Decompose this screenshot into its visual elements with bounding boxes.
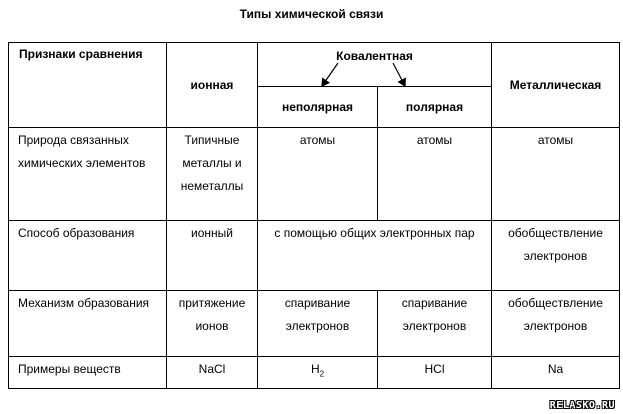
cell-polar: спаривание электронов: [378, 291, 492, 357]
table-row: [9, 291, 620, 357]
header-ionic: ионная: [167, 43, 258, 128]
formula-subscript: 2: [319, 369, 325, 379]
cell-metallic: обобществление электронов: [492, 291, 620, 357]
bond-types-table: [8, 42, 620, 389]
cell-polar: HCl: [378, 357, 492, 389]
header-polar: полярная: [378, 87, 492, 128]
row-label: Природа связанных химических элементов: [9, 128, 167, 221]
header-nonpolar: неполярная: [258, 87, 378, 128]
row-label: Примеры веществ: [9, 357, 167, 389]
cell-ionic: ионный: [167, 221, 258, 291]
cell-metallic: Na: [492, 357, 620, 389]
formula-h: H: [310, 362, 320, 376]
cell-ionic: NaCl: [167, 357, 258, 389]
cell-nonpolar: спаривание электронов: [258, 291, 378, 357]
cell-nonpolar: [258, 357, 378, 389]
cell-ionic: Типичные металлы и неметаллы: [167, 128, 258, 221]
cell-metallic: обобществление электронов: [492, 221, 620, 291]
cell-polar: атомы: [378, 128, 492, 221]
header-criteria: Признаки сравнения: [9, 43, 167, 128]
table-row: [9, 221, 620, 291]
page-title: Типы химической связи: [239, 7, 384, 21]
cell-metallic: атомы: [492, 128, 620, 221]
header-covalent: Ковалентная: [258, 43, 492, 87]
cell-covalent-merged: с помощью общих электронных пар: [258, 221, 492, 291]
row-label: Способ образования: [9, 221, 167, 291]
table-row: [9, 128, 620, 221]
row-label: Механизм образования: [9, 291, 167, 357]
table-row: [9, 357, 620, 389]
table-header-row-1: [9, 43, 620, 87]
cell-ionic: притяжение ионов: [167, 291, 258, 357]
header-metallic: Металлическая: [492, 43, 620, 128]
watermark: RELASKO.RU: [549, 400, 615, 411]
cell-nonpolar: атомы: [258, 128, 378, 221]
